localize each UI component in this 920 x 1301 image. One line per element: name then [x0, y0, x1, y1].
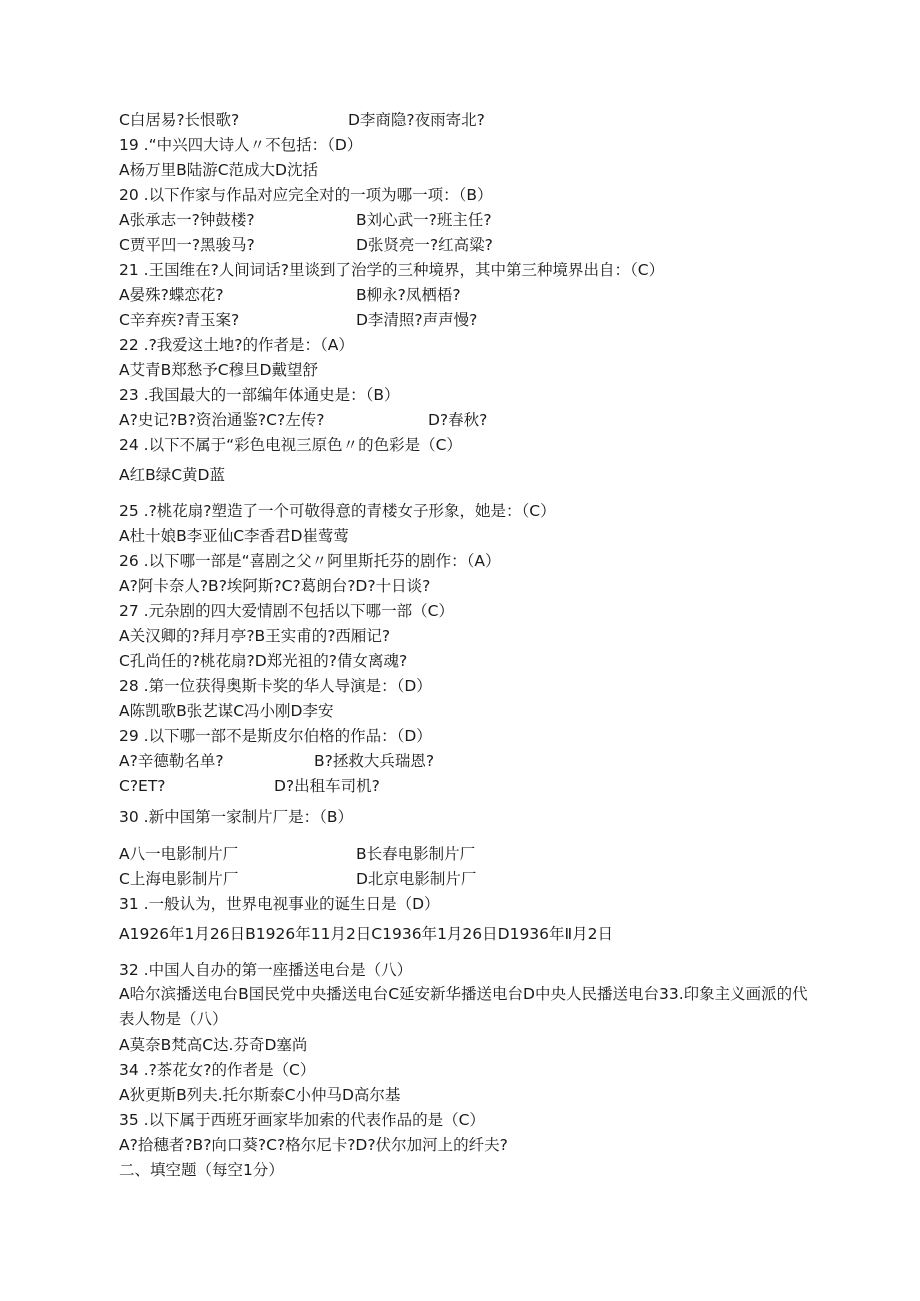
options-27-cd: C孔尚任的?桃花扇?D郑光祖的?倩女离魂? — [119, 652, 408, 670]
question-28: 28 .第一位获得奥斯卡奖的华人导演是：（D） — [119, 677, 432, 695]
question-27: 27 .元杂剧的四大爱情剧不包括以下哪一部（C） — [119, 602, 454, 620]
question-32: 32 .中国人自办的第一座播送电台是（八） — [119, 961, 413, 979]
option-a: A张承志一?钟鼓楼? — [119, 211, 255, 229]
options-28: A陈凯歌B张艺谋C冯小刚D李安 — [119, 702, 334, 720]
question-35: 35 .以下属于西班牙画家毕加索的代表作品的是（C） — [119, 1111, 485, 1129]
options-19: A杨万里B陆游C范成大D沈括 — [119, 161, 318, 179]
options-25: A杜十娘B李亚仙C李香君D崔莺莺 — [119, 527, 349, 545]
option-b: B柳永?凤栖梧? — [356, 286, 461, 304]
option-a-c: C白居易?长恨歌? — [119, 111, 240, 129]
text-line — [119, 284, 461, 306]
options-33: A莫奈B梵高C达.芬奇D塞尚 — [119, 1036, 308, 1054]
option-d: D?春秋? — [428, 411, 488, 429]
question-29: 29 .以下哪一部不是斯皮尔伯格的作品：（D） — [119, 727, 432, 745]
options-35: A?拾穗者?B?向口葵?C?格尔尼卡?D?伏尔加河上的纤夫? — [119, 1136, 508, 1154]
question-21: 21 .王国维在?人间词话?里谈到了治学的三种境界，其中第三种境界出自：（C） — [119, 261, 665, 279]
text-line — [119, 109, 485, 131]
option-c: C?ET? — [119, 777, 166, 795]
question-20: 20 .以下作家与作品对应完全对的一项为哪一项：（B） — [119, 186, 493, 204]
text-line — [119, 409, 488, 431]
option-c: C上海电影制片厂 — [119, 870, 239, 888]
options-24: A红B绿C黄D蓝 — [119, 466, 225, 484]
option-b: B?拯救大兵瑞恩? — [314, 752, 435, 770]
question-30: 30 .新中国第一家制片厂是：（B） — [119, 808, 353, 826]
option-d: D北京电影制片厂 — [356, 870, 477, 888]
text-line — [119, 868, 477, 890]
text-line — [119, 843, 476, 865]
option-a: A八一电影制片厂 — [119, 845, 239, 863]
option-b: B刘心武一?班主任? — [356, 211, 492, 229]
options-34: A狄更斯B列夫.托尔斯泰C小仲马D高尔基 — [119, 1086, 401, 1104]
options-31: A1926年1月26日B1926年11月2日C1936年1月26日D1936年Ⅱ月2日 — [119, 925, 614, 943]
option-d: D张贤亮一?红高粱? — [356, 236, 493, 254]
option-a: A?辛德勒名单? — [119, 752, 224, 770]
question-26: 26 .以下哪一部是“喜剧之父〃阿里斯托芬的剧作：（A） — [119, 552, 501, 570]
option-b: B长春电影制片厂 — [356, 845, 476, 863]
options-26: A?阿卡奈人?B?埃阿斯?C?葛朗台?D?十日谈? — [119, 577, 431, 595]
option-d: D李清照?声声慢? — [356, 311, 478, 329]
question-23: 23 .我国最大的一部编年体通史是：（B） — [119, 386, 400, 404]
option-b-d: D李商隐?夜雨寄北? — [348, 111, 485, 129]
question-31: 31 .一般认为，世界电视事业的诞生日是（D） — [119, 895, 440, 913]
text-line — [119, 309, 478, 331]
option-c: C辛弃疾?青玉案? — [119, 311, 240, 329]
question-34: 34 .?茶花女?的作者是（C） — [119, 1061, 316, 1079]
question-25: 25 .?桃花扇?塑造了一个可敬得意的青楼女子形象，她是：（C） — [119, 502, 556, 520]
question-19: 19 .“中兴四大诗人〃不包括：（D） — [119, 136, 363, 154]
option-d: D?出租车司机? — [274, 777, 380, 795]
option-c: C贾平凹一?黑骏马? — [119, 236, 255, 254]
options-32-question-33: A哈尔滨播送电台B国民党中央播送电台C延安新华播送电台D中央人民播送电台33.印象主义画派的代表人物是（八） — [119, 985, 808, 1028]
question-24: 24 .以下不属于“彩色电视三原色〃的色彩是（C） — [119, 436, 462, 454]
options-abc: A?史记?B?资治通鉴?C?左传? — [119, 411, 325, 429]
section-heading: 二、填空题（每空1分） — [119, 1161, 284, 1179]
option-a: A晏殊?蝶恋花? — [119, 286, 224, 304]
text-line — [119, 775, 380, 797]
options-27-ab: A关汉卿的?拜月亭?B王实甫的?西厢记? — [119, 627, 391, 645]
text-line — [119, 234, 493, 256]
text-line — [119, 209, 492, 231]
question-22: 22 .?我爱这土地?的作者是：（A） — [119, 336, 354, 354]
text-line — [119, 750, 435, 772]
options-22: A艾青B郑愁予C穆旦D戴望舒 — [119, 361, 318, 379]
